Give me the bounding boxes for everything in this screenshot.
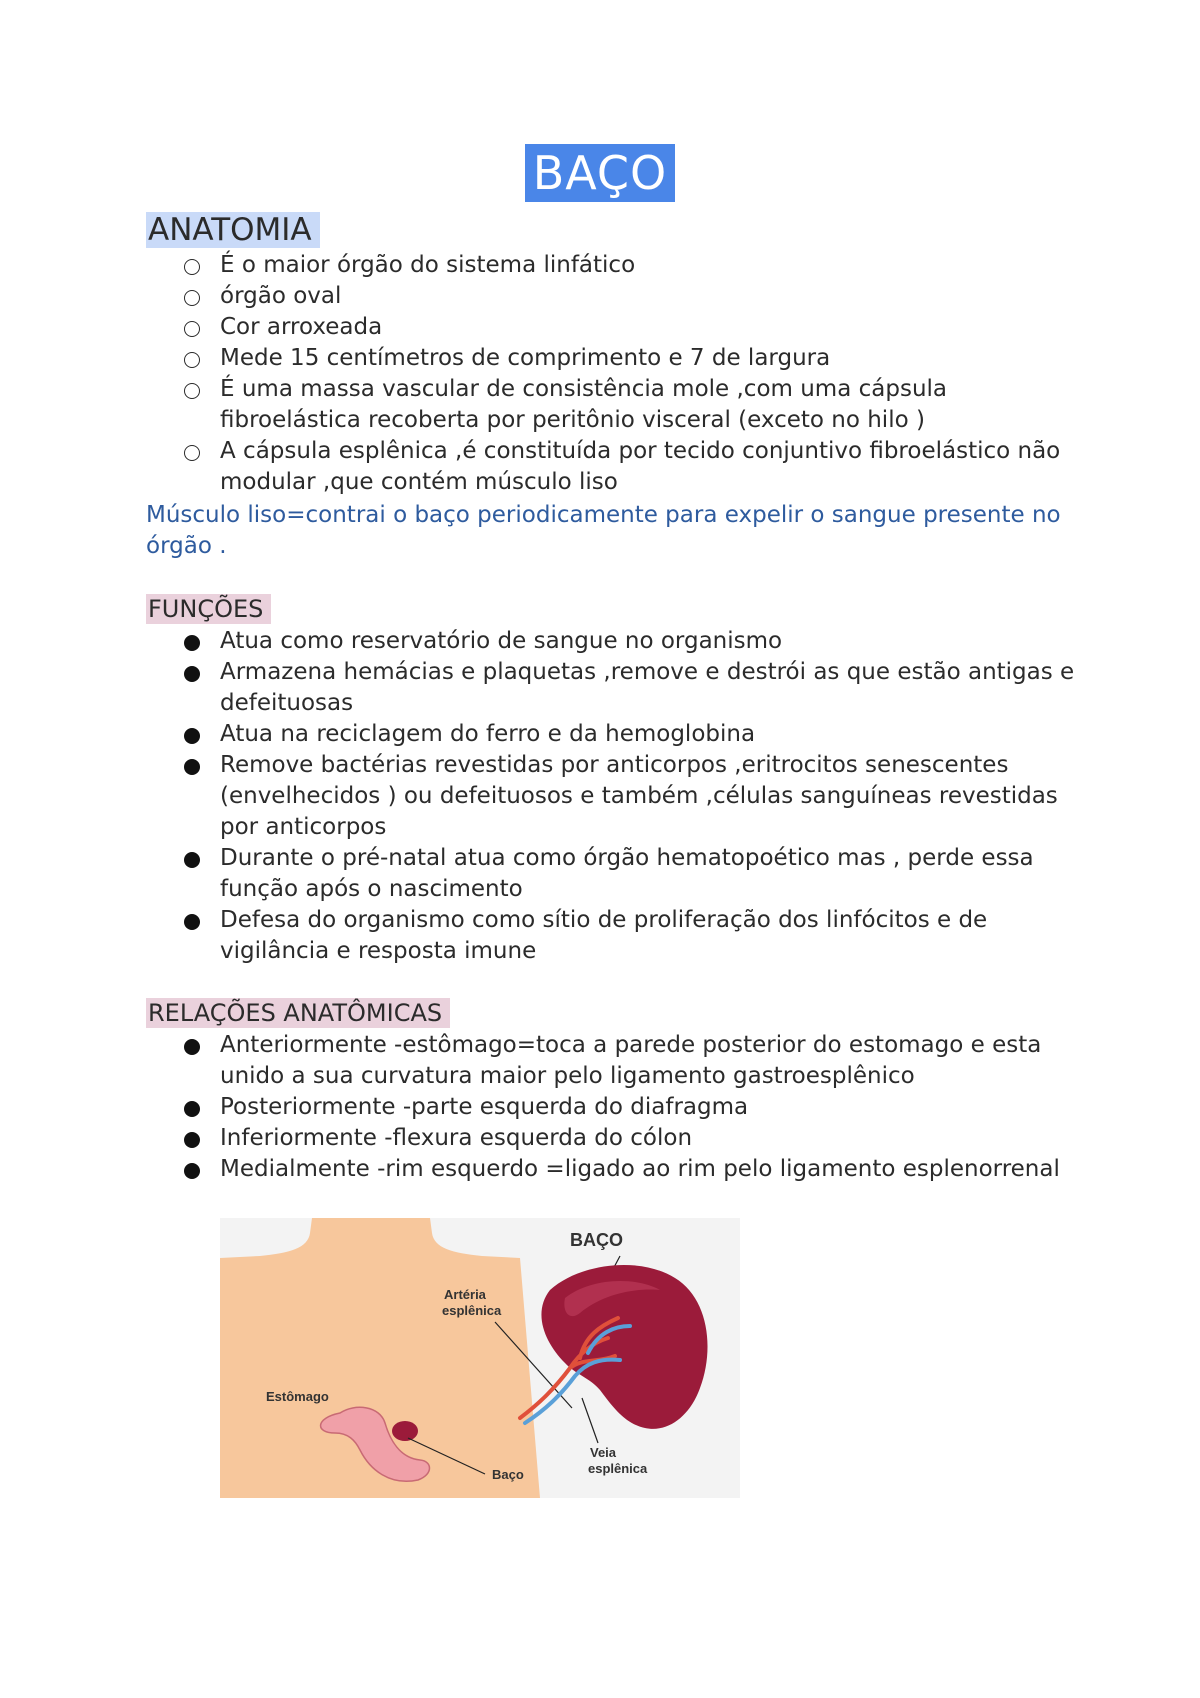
list-item: Medialmente -rim esquerdo =ligado ao rim pelo ligamento esplenorrenal [0,1154,1200,1185]
filled-circle-bullet-icon [184,1132,200,1148]
spleen-illustration [220,1218,740,1498]
list-item: Remove bactérias revestidas por anticorpos ,eritrocitos senescentes (envelhecidos ) ou defeituosos e também ,células sanguíneas revestidas por anticorpos [0,750,1200,843]
label-arteria-2: esplênica [442,1303,502,1318]
list-item: Posteriormente -parte esquerda do diafragma [0,1092,1200,1123]
hollow-circle-bullet-icon [184,259,200,275]
small-spleen-shape [392,1421,418,1441]
hollow-circle-bullet-icon [184,383,200,399]
filled-circle-bullet-icon [184,635,200,651]
list-item: Armazena hemácias e plaquetas ,remove e destrói as que estão antigas e defeituosas [0,657,1200,719]
list-item: É o maior órgão do sistema linfático [0,250,1200,281]
page-title: BAÇO [525,144,676,202]
hollow-circle-bullet-icon [184,290,200,306]
label-estomago: Estômago [266,1389,329,1404]
list-item: Mede 15 centímetros de comprimento e 7 de largura [0,343,1200,374]
list-item: órgão oval [0,281,1200,312]
pointer-line-veia [582,1398,598,1443]
musculo-liso-note: Músculo liso=contrai o baço periodicamente para expelir o sangue presente no órgão . [146,502,1061,559]
filled-circle-bullet-icon [184,914,200,930]
label-baco-title: BAÇO [570,1230,623,1250]
anatomia-list [0,250,1200,498]
label-veia-1: Veia [590,1445,617,1460]
title-container [0,144,1200,202]
filled-circle-bullet-icon [184,852,200,868]
list-item: Anteriormente -estômago=toca a parede posterior do estomago e esta unido a sua curvatura maior pelo ligamento gastroesplênico [0,1030,1200,1092]
list-item: Atua como reservatório de sangue no organismo [0,626,1200,657]
relacoes-list [0,1030,1200,1185]
filled-circle-bullet-icon [184,666,200,682]
list-item: Cor arroxeada [0,312,1200,343]
filled-circle-bullet-icon [184,1039,200,1055]
heading-funcoes: FUNÇÕES [146,594,271,624]
list-item: Atua na reciclagem do ferro e da hemoglobina [0,719,1200,750]
hollow-circle-bullet-icon [184,352,200,368]
list-item: Durante o pré-natal atua como órgão hematopoético mas , perde essa função após o nascimento [0,843,1200,905]
heading-relacoes: RELAÇÕES ANATÔMICAS [146,998,450,1028]
list-item: Inferiormente -flexura esquerda do cólon [0,1123,1200,1154]
filled-circle-bullet-icon [184,1163,200,1179]
list-item: É uma massa vascular de consistência mole ,com uma cápsula fibroelástica recoberta por peritônio visceral (exceto no hilo ) [0,374,1200,436]
label-veia-2: esplênica [588,1461,648,1476]
filled-circle-bullet-icon [184,759,200,775]
list-item: Defesa do organismo como sítio de proliferação dos linfócitos e de vigilância e resposta imune [0,905,1200,967]
funcoes-list [0,626,1200,967]
hollow-circle-bullet-icon [184,321,200,337]
filled-circle-bullet-icon [184,1101,200,1117]
label-arteria-1: Artéria [444,1287,486,1302]
heading-anatomia: ANATOMIA [146,212,320,248]
list-item: A cápsula esplênica ,é constituída por tecido conjuntivo fibroelástico não modular ,que contém músculo liso [0,436,1200,498]
label-baco-small: Baço [492,1467,524,1482]
filled-circle-bullet-icon [184,728,200,744]
hollow-circle-bullet-icon [184,445,200,461]
spleen-illustration-svg [220,1218,740,1498]
